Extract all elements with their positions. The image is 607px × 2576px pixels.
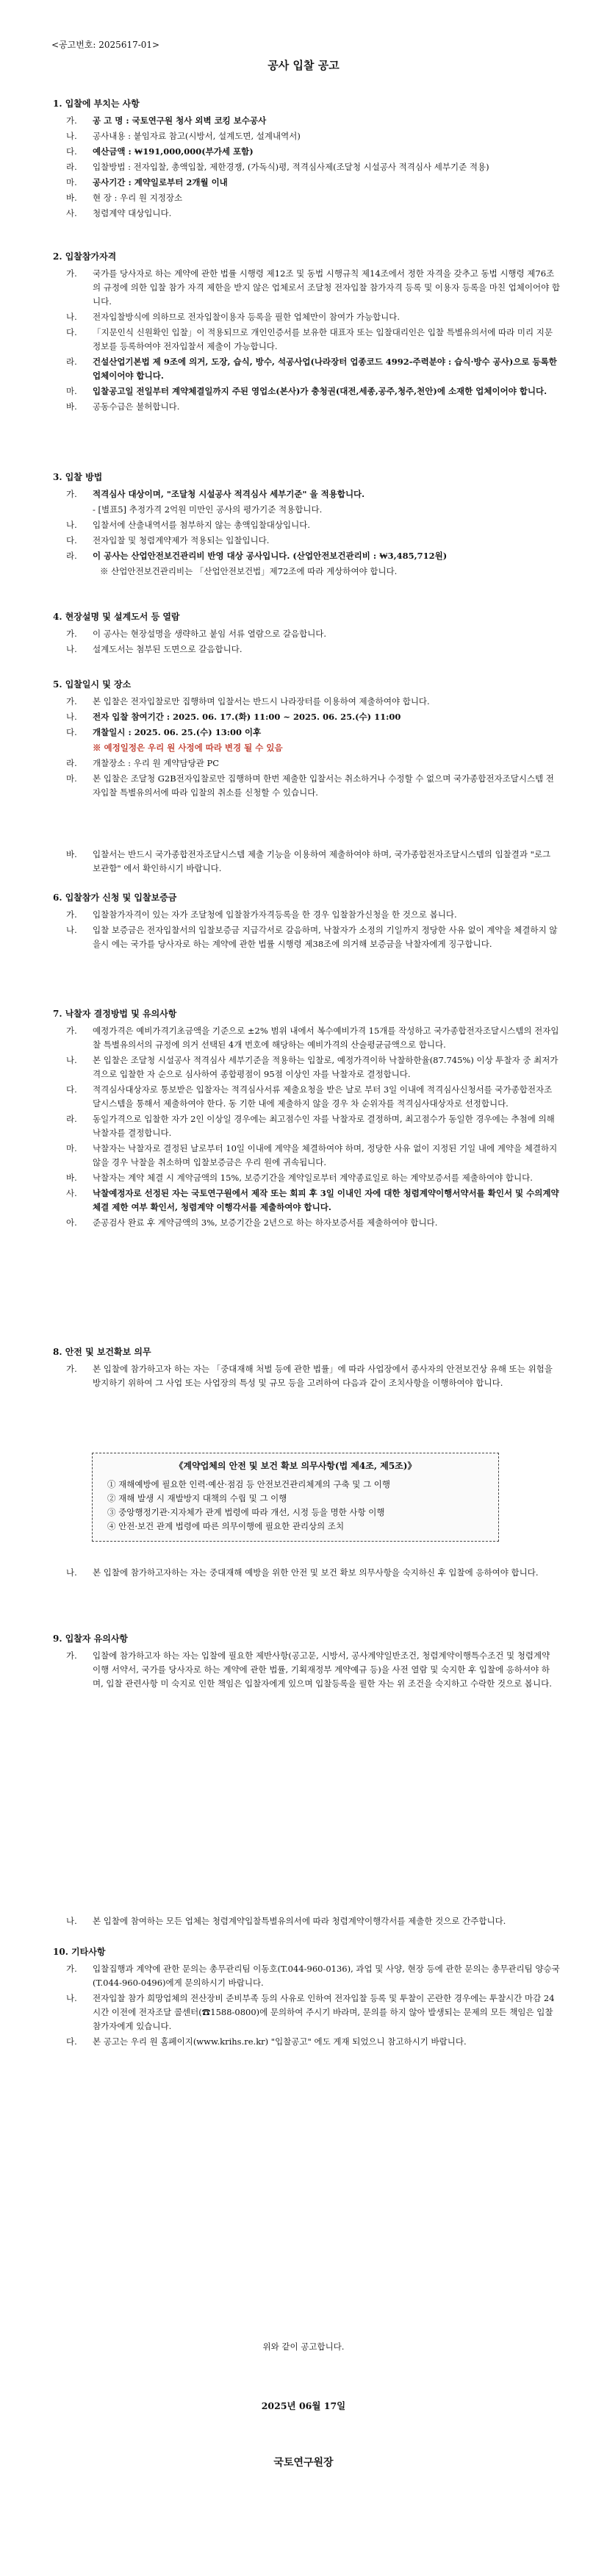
section-bidding-items [53,97,560,222]
list-item [53,310,560,324]
item-label: 라. [66,758,77,768]
item-text: 적격심사 대상이며, "조달청 시설공사 적격심사 세부기준" 을 적용합니다. [93,489,365,499]
section-award-method [53,1007,560,1231]
item-text: 동일가격으로 입찰한 자가 2인 이상일 경우에는 최고점수인 자를 낙찰자로 결정하며, 최고점수가 동일한 경우에는 추첨에 의해 낙찰자를 결정합니다. [93,1114,555,1138]
list-item [53,503,560,517]
list-item [53,384,560,398]
item-label [53,503,88,517]
box-item: ④ 안전·보건 관계 법령에 따른 의무이행에 필요한 관리상의 조치 [107,1521,345,1531]
list-item [53,848,560,876]
item-label: 다. [66,727,77,737]
item-label: 라. [66,162,77,172]
item-label: 마. [66,1143,77,1153]
item-text: 전자입찰 및 청렴계약제가 적용되는 입찰입니다. [93,535,270,545]
item-text: 입찰 보증금은 전자입찰서의 입찰보증금 지급각서로 갈음하며, 낙찰자가 소정의 기일까지 정당한 사유 없이 계약을 체결하지 않을시 에는 국가를 당사자로 하는 계약에 관한 법률 시행령 제38조에 의거해 보증금을 낙찰자에게 징구합니다. [93,925,558,949]
list-item [53,1566,560,1580]
item-text: 현 장 : 우리 원 지정장소 [93,193,183,203]
list-item [53,114,560,128]
list-item [53,695,560,709]
section-heading: 4. 현장설명 및 설계도서 등 열람 [53,612,180,622]
item-label: 사. [66,1188,77,1198]
list-item [53,191,560,205]
list-item [53,1992,560,2033]
item-text: 낙찰자는 계약 체결 시 계약금액의 15%, 보증기간을 계약일로부터 계약종료일로 하는 계약보증서를 제출하여야 합니다. [93,1173,533,1183]
list-item [53,1112,560,1140]
item-text: 공 고 명 : 국토연구원 청사 외벽 코킹 보수공사 [93,115,267,126]
item-text: 입찰참가자격이 있는 자가 조달청에 입찰참가자격등록을 한 경우 입찰참가신청을 한 것으로 봅니다. [93,909,457,920]
item-text: 본 입찰에 참가하고자하는 자는 중대재해 예방을 위한 안전 및 보건 확보 의무사항을 숙지하신 후 입찰에 응하여야 합니다. [93,1567,539,1578]
item-label: 아. [66,1217,77,1228]
item-label: 사. [66,208,77,218]
item-label: 라. [66,551,77,561]
item-label: 가. [66,268,77,279]
item-text: 준공검사 완료 후 계약금액의 3%, 보증기간을 2년으로 하는 하자보증서를 제출하여야 합니다. [93,1217,438,1228]
list-item [53,1053,560,1081]
list-item [53,756,560,770]
item-text: 예산금액 : ₩191,000,000(부가세 포함) [93,146,254,157]
item-text: 공동수급은 불허합니다. [93,401,180,412]
item-text: 적격심사대상자로 통보받은 입찰자는 적격심사서류 제출요청을 받은 날로 부터 3일 이내에 적격심사신청서를 국가종합전자조달시스템을 통해서 제출하여야 한다. 동 기한 내에 제출하지 않을 경우 차 순위자를 적격심사대상자로 선정합니다. [93,1084,553,1109]
item-label: 바. [66,849,77,859]
item-label: 나. [66,131,77,141]
list-item [53,129,560,143]
list-item [53,710,560,724]
item-text: 낙찰자는 낙찰자로 결정된 날로부터 10일 이내에 계약을 체결하여야 하며, 정당한 사유 없이 지정된 기일 내에 계약을 체결하지 않을 경우 낙찰을 취소하며 입찰보증금은 우리 원에 귀속됩니다. [93,1143,558,1167]
box-item: ③ 중앙행정기관·지자체가 관계 법령에 따라 개선, 시정 등을 명한 사항 이행 [107,1507,385,1517]
item-label: 나. [66,1993,77,2003]
item-label: 다. [66,2036,77,2047]
item-label: 라. [66,1114,77,1124]
item-text: 입찰에 참가하고자 하는 자는 입찰에 필요한 제반사항(공고문, 시방서, 공사계약일반조건, 청렴계약이행특수조건 및 청렴계약 이행 서약서, 국가를 당사자로 하는 계약에 관한 법률, 기획재정부 계약예규 등)을 사전 열람 및 숙지한 후 입찰에 응하셔야 하며, 입찰 관련사항 미 숙지로 인한 책임은 입찰자에게 있으며 입찰등록을 필한 자는 위 조건을 숙지하고 수락한 것으로 봅니다. [93,1650,552,1689]
section-site-briefing [53,610,560,658]
item-text: 「지문인식 신원확인 입찰」이 적용되므로 개인인증서를 보유한 대표자 또는 입찰대리인은 입찰 특별유의서에 따라 미리 지문정보를 등록하여야 전자입찰서 제출이 가능합니다. [93,327,553,351]
item-label: 가. [66,1364,77,1374]
list-item [53,518,560,532]
item-text: 본 입찰에 참가하고자 하는 자는 「중대재해 처벌 등에 관한 법률」에 따라 사업장에서 종사자의 안전보건상 유해 또는 위험을 방지하기 위하여 그 사업 또는 사업장의 특성 및 규모 등을 고려하여 다음과 같이 조치사항을 이행하여야 합니다. [93,1364,553,1388]
notice-date: 2025년 06월 17일 [261,2400,346,2411]
item-label: 가. [66,1650,77,1661]
item-label: 가. [66,1964,77,1974]
item-text: 본 입찰에 참여하는 모든 업체는 청렴계약입찰특별유의서에 따라 청렴계약이행각서를 제출한 것으로 간주합니다. [93,1916,506,1926]
section-heading: 6. 입찰참가 신청 및 입찰보증금 [53,892,177,903]
list-item [53,326,560,354]
item-label [53,741,88,755]
section-bidder-notes-continued [53,1914,560,1930]
section-bid-schedule-continued [53,848,560,877]
item-label: 가. [66,489,77,499]
section-heading: 3. 입찰 방법 [53,472,103,482]
section-heading: 7. 낙찰자 결정방법 및 유의사항 [53,1009,177,1019]
list-item [53,400,560,414]
section-heading: 1. 입찰에 부치는 사항 [53,99,140,109]
item-label: 라. [66,357,77,367]
item-text: 공사내용 : 붙임자료 참고(시방서, 설계도면, 설계내역서) [93,131,301,141]
item-text: 국가를 당사자로 하는 계약에 관한 법률 시행령 제12조 및 동법 시행규칙 제14조에서 정한 자격을 갖추고 동법 시행령 제76조의 규정에 의한 입찰 참가 자격 제한을 받지 않은 업체로서 조달청 전자입찰 참가자격 등록 및 이용자 등록을 마친 업체이어야 합니다. [93,268,561,307]
list-item [53,1962,560,1990]
item-text: 입찰서는 반드시 국가종합전자조달시스템 제출 기능을 이용하여 제출하여야 하며, 국가종합전자조달시스템의 입찰결과 "로그 보관함" 에서 확인하시기 바랍니다. [93,849,551,873]
item-label: 다. [66,1084,77,1095]
item-label: 나. [66,1055,77,1065]
item-text: 본 입찰은 전자입찰로만 집행하며 입찰서는 반드시 나라장터를 이용하여 제출하여야 합니다. [93,696,430,706]
list-item [53,1649,560,1691]
item-text: 이 공사는 현장설명을 생략하고 붙임 서류 열람으로 갈음합니다. [93,629,327,639]
section-safety-obligations [53,1345,560,1392]
section-heading: 2. 입찰참가자격 [53,251,117,262]
item-label: 가. [66,1026,77,1036]
item-label: 가. [66,629,77,639]
list-item [53,1171,560,1185]
notice-number: <공고번호: 2025617-01> [51,40,160,50]
item-label: 나. [66,312,77,322]
list-item [53,2035,560,2049]
section-bidding-method [53,471,560,579]
item-text: - [별표5] 추정가격 2억원 미만인 공사의 평가기준 적용합니다. [93,504,323,515]
section-eligibility [53,250,560,415]
item-text: 낙찰예정자로 선정된 자는 국토연구원에서 제작 또는 회피 후 3일 이내인 자에 대한 청렴계약이행서약서를 확인서 및 수의계약 체결 제한 여부 확인서, 청렴계약 이행각서를 제출하여야 합니다. [93,1188,559,1212]
list-item [53,627,560,641]
item-text: 본 입찰은 조달청 G2B전자입찰로만 집행하며 한번 제출한 입찰서는 취소하거나 수정할 수 없으며 국가종합전자조달시스템 전자입찰 특별유의서에 따라 입찰의 취소를 신청할 수 있습니다. [93,773,554,798]
item-text: 전자 입찰 참여기간 : 2025. 06. 17.(화) 11:00 ~ 2025. 06. 25.(수) 11:00 [93,712,401,722]
item-text: 본 공고는 우리 원 홈페이지(www.krihs.re.kr) "입찰공고" 에도 게재 되었으니 참고하시기 바랍니다. [93,2036,467,2047]
item-label: 마. [66,177,77,187]
item-text: 입찰서에 산출내역서를 첨부하지 않는 총액입찰대상입니다. [93,520,310,530]
item-label: 나. [66,925,77,935]
item-text: 전자입찰 참가 희망업체의 전산장비 준비부족 등의 사유로 인하여 전자입찰 등록 및 투찰이 곤란한 경우에는 투찰시간 마감 24시간 이전에 전자조달 콜센터(☎1588-0800)에 문의하여 주시기 바라며, 문의를 하지 않아 발생되는 문제의 모든 책임은 입찰참가자에게 있습니다. [93,1993,555,2031]
item-label: 다. [66,146,77,157]
item-label: 나. [66,644,77,654]
list-item [53,1024,560,1052]
item-label: 나. [66,1916,77,1926]
item-label: 마. [66,773,77,784]
list-item [53,176,560,190]
item-label: 마. [66,386,77,396]
item-text: 설계도서는 첨부된 도면으로 갈음합니다. [93,644,243,654]
note-text: ※ 산업안전보건관리비는 「산업안전보건법」제72조에 따라 계상하여야 합니다. [100,566,398,576]
item-text: 공사기간 : 계약일로부터 2개월 이내 [93,177,228,187]
list-item [53,643,560,656]
list-item [53,1083,560,1111]
list-item [53,741,560,755]
section-other [53,1945,560,2050]
section-heading: 5. 입찰일시 및 장소 [53,679,132,690]
item-label: 가. [66,909,77,920]
list-item [53,267,560,309]
list-item [53,1142,560,1170]
item-label: 다. [66,327,77,337]
item-text: 이 공사는 산업안전보건관리비 반영 대상 공사입니다. (산업안전보건관리비 : ₩3,485,712원) [93,551,448,561]
box-item: ① 재해예방에 필요한 인력·예산·점검 등 안전보건관리체계의 구축 및 그 이행 [107,1479,390,1489]
list-item [53,726,560,740]
list-item [53,534,560,548]
item-text: 건설산업기본법 제 9조에 의거, 도장, 습식, 방수, 석공사업(나라장터 업종코드 4992-주력분야 : 습식·방수 공사)으로 등록한 업체이어야 합니다. [93,357,557,381]
box-title: 《계약업체의 안전 및 보건 확보 의무사항(법 제4조, 제5조)》 [174,1461,417,1471]
list-item [53,145,560,159]
item-text: 본 입찰은 조달청 시설공사 적격심사 세부기준을 적용하는 입찰로, 예정가격이하 낙찰하한율(87.745%) 이상 투찰자 중 최저가격으로 입찰한 자 순으로 심사하여 종합평점이 95점 이상인 자를 낙찰자로 결정합니다. [93,1055,558,1079]
list-item [53,207,560,221]
section-heading: 10. 기타사항 [53,1947,106,1957]
list-item [53,1187,560,1214]
item-label: 가. [66,696,77,706]
list-item [53,772,560,800]
item-text: 청렴계약 대상입니다. [93,208,172,218]
item-text: 예정가격은 예비가격기초금액을 기준으로 ±2% 범위 내에서 복수예비가격 15개를 작성하고 국가종합전자조달시스템의 전자입찰 특별유의서의 규정에 의거 선택된 4개 번호에 해당하는 예비가격의 산술평균금액으로 합니다. [93,1026,559,1050]
list-item [53,923,560,951]
list-item [53,908,560,922]
section-heading: 8. 안전 및 보건확보 의무 [53,1347,151,1357]
section-bid-schedule [53,678,560,801]
list-item [53,1914,560,1928]
item-label: 나. [66,520,77,530]
issuer-name: 국토연구원장 [273,2457,334,2469]
item-text: 개찰장소 : 우리 원 계약담당관 PC [93,758,219,768]
section-bidder-notes [53,1632,560,1692]
item-label: 다. [66,535,77,545]
page-title: 공사 입찰 공고 [267,59,340,72]
box-item: ② 재해 발생 시 재발방지 대책의 수립 및 그 이행 [107,1493,287,1503]
item-label: 나. [66,1567,77,1578]
item-label: 나. [66,712,77,722]
item-text: 입찰공고일 전일부터 계약체결일까지 주된 영업소(본사)가 충청권(대전,세종,공주,청주,천안)에 소재한 업체이어야 합니다. [93,386,547,396]
closing-text: 위와 같이 공고합니다. [262,2341,345,2352]
section-safety-obligations-continued [53,1566,560,1581]
item-text: 전자입찰방식에 의하므로 전자입찰이용자 등록을 필한 업체만이 참여가 가능합니다. [93,312,401,322]
item-label: 바. [66,1173,77,1183]
item-text: 입찰집행과 계약에 관한 문의는 총무관리팀 이동호(T.044-960-0136), 과업 및 사양, 현장 등에 관한 문의는 총무관리팀 양승국(T.044-960-0496)에게 문의하시기 바랍니다. [93,1964,560,1988]
safety-obligations-box [92,1453,499,1542]
list-item [53,355,560,383]
list-item [53,1216,560,1230]
section-participation-deposit [53,891,560,953]
section-heading: 9. 입찰자 유의사항 [53,1634,129,1644]
item-label: 바. [66,401,77,412]
item-text: 개찰일시 : 2025. 06. 25.(수) 13:00 이후 [93,727,262,737]
item-text: ※ 예정일정은 우리 원 사정에 따라 변경 될 수 있음 [93,743,283,753]
item-label: 가. [66,115,77,126]
item-label: 바. [66,193,77,203]
item-text: 입찰방법 : 전자입찰, 총액입찰, 제한경쟁, (가독식)평, 적격심사제(조달청 시설공사 적격심사 세부기준 적용) [93,162,489,172]
list-item [53,160,560,174]
list-item [53,1362,560,1390]
list-item [53,487,560,501]
list-item [53,549,560,563]
